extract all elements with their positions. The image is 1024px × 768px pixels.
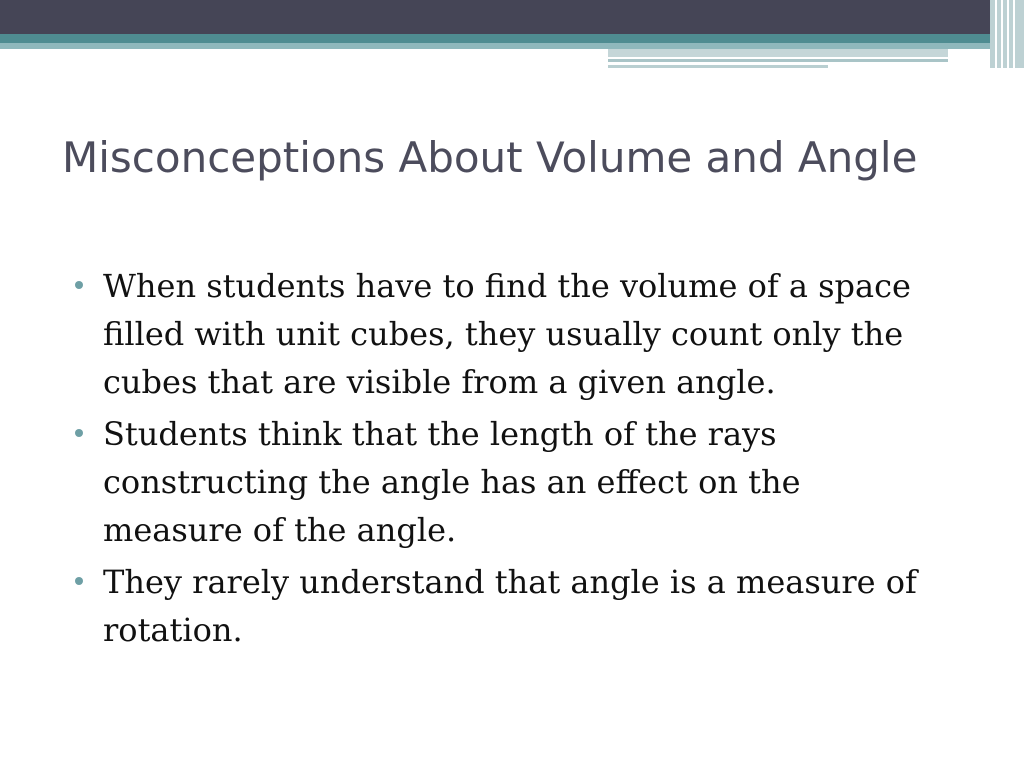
header-right-rule: [995, 0, 997, 68]
header-accent-line: [608, 59, 948, 62]
header-accent-line: [608, 65, 828, 68]
bullet-item: [70, 558, 950, 654]
header-accent-strip: [608, 49, 948, 57]
header-band-teal: [0, 34, 1024, 43]
bullet-text: When students have to find the volume of a space filled with unit cubes, they usually count only the cubes that are visible from a given angle.: [103, 267, 911, 401]
bullet-list: [70, 262, 950, 658]
bullet-item: [70, 410, 950, 554]
bullet-dot-icon: [75, 281, 83, 289]
bullet-text: Students think that the length of the rays constructing the angle has an effect on the measure of the angle.: [103, 415, 801, 549]
bullet-dot-icon: [75, 429, 83, 437]
header-right-rule: [1013, 0, 1015, 68]
bullet-text: They rarely understand that angle is a measure of rotation.: [103, 563, 917, 649]
slide-title: Misconceptions About Volume and Angle: [62, 133, 918, 182]
bullet-item: [70, 262, 950, 406]
header-right-rule: [1001, 0, 1003, 68]
header-right-rule: [1007, 0, 1009, 68]
header-band-dark: [0, 0, 1024, 34]
bullet-dot-icon: [75, 577, 83, 585]
